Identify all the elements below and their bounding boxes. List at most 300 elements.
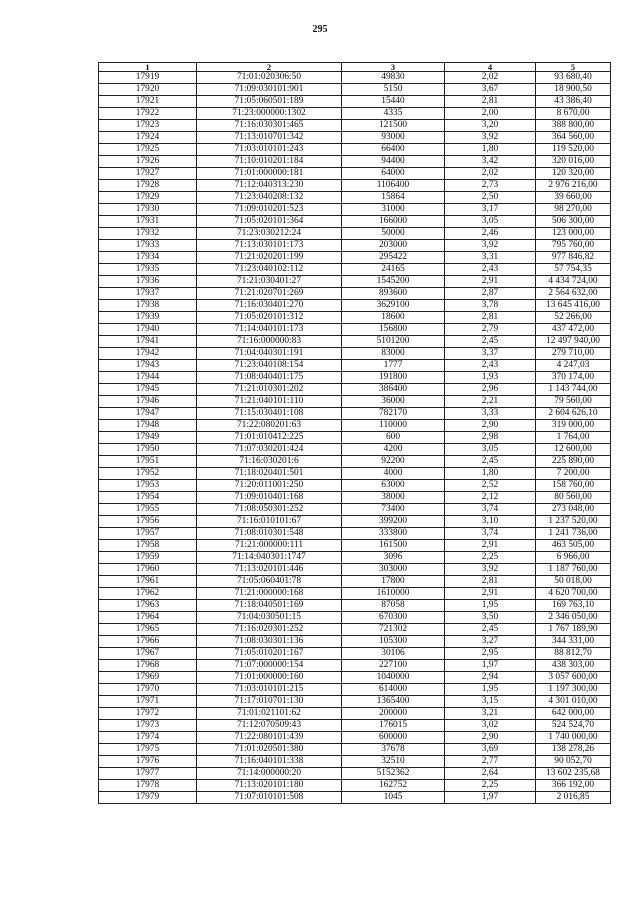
- value-cell: 1 764,00: [536, 432, 611, 444]
- row-number-cell: 17940: [99, 324, 197, 336]
- area-cell: 5152362: [342, 768, 445, 780]
- table-row: [99, 84, 611, 96]
- row-number-cell: 17930: [99, 204, 197, 216]
- table-row: [99, 684, 611, 696]
- cadastral-number-cell: 71:07:010101:508: [197, 792, 342, 804]
- value-cell: 1 237 520,00: [536, 516, 611, 528]
- cadastral-number-cell: 71:21:040101:110: [197, 396, 342, 408]
- area-cell: 1040000: [342, 672, 445, 684]
- table-body: [99, 72, 611, 804]
- value-cell: 2 564 632,00: [536, 288, 611, 300]
- value-cell: 2 346 050,00: [536, 612, 611, 624]
- value-cell: 463 505,00: [536, 540, 611, 552]
- cadastral-number-cell: 71:09:030101:901: [197, 84, 342, 96]
- value-cell: 2 016,85: [536, 792, 611, 804]
- area-cell: 73400: [342, 504, 445, 516]
- table-row: [99, 264, 611, 276]
- value-cell: 50 018,00: [536, 576, 611, 588]
- value-cell: 93 680,40: [536, 72, 611, 84]
- value-cell: 388 800,00: [536, 120, 611, 132]
- rate-cell: 1,93: [445, 372, 536, 384]
- cadastral-number-cell: 71:05:010201:167: [197, 648, 342, 660]
- row-number-cell: 17935: [99, 264, 197, 276]
- rate-cell: 3,67: [445, 84, 536, 96]
- area-cell: 1045: [342, 792, 445, 804]
- value-cell: 6 966,00: [536, 552, 611, 564]
- rate-cell: 2,25: [445, 552, 536, 564]
- table-row: [99, 108, 611, 120]
- row-number-cell: 17943: [99, 360, 197, 372]
- area-cell: 670300: [342, 612, 445, 624]
- value-cell: 4 620 700,00: [536, 588, 611, 600]
- value-cell: 12 497 940,00: [536, 336, 611, 348]
- table-row: [99, 540, 611, 552]
- row-number-cell: 17959: [99, 552, 197, 564]
- rate-cell: 2,43: [445, 360, 536, 372]
- table-row: [99, 756, 611, 768]
- table-row: [99, 768, 611, 780]
- row-number-cell: 17951: [99, 456, 197, 468]
- cadastral-number-cell: 71:05:020101:364: [197, 216, 342, 228]
- rate-cell: 2,98: [445, 432, 536, 444]
- row-number-cell: 17965: [99, 624, 197, 636]
- rate-cell: 3,31: [445, 252, 536, 264]
- column-header-3: 3: [342, 63, 445, 72]
- rate-cell: 2,21: [445, 396, 536, 408]
- cadastral-number-cell: 71:21:000000:111: [197, 540, 342, 552]
- table-row: [99, 576, 611, 588]
- rate-cell: 3,21: [445, 708, 536, 720]
- rate-cell: 3,42: [445, 156, 536, 168]
- rate-cell: 2,45: [445, 624, 536, 636]
- row-number-cell: 17964: [99, 612, 197, 624]
- rate-cell: 3,15: [445, 696, 536, 708]
- value-cell: 120 320,00: [536, 168, 611, 180]
- value-cell: 169 763,10: [536, 600, 611, 612]
- row-number-cell: 17960: [99, 564, 197, 576]
- cadastral-number-cell: 71:05:060501:189: [197, 96, 342, 108]
- page-number: 295: [312, 24, 328, 35]
- area-cell: 1610000: [342, 588, 445, 600]
- value-cell: 1 740 000,00: [536, 732, 611, 744]
- cadastral-number-cell: 71:04:040301:191: [197, 348, 342, 360]
- table-row: [99, 408, 611, 420]
- value-cell: 138 278,26: [536, 744, 611, 756]
- table-row: [99, 720, 611, 732]
- table-row: [99, 696, 611, 708]
- rate-cell: 2,02: [445, 72, 536, 84]
- area-cell: 38000: [342, 492, 445, 504]
- row-number-cell: 17957: [99, 528, 197, 540]
- area-cell: 4000: [342, 468, 445, 480]
- cadastral-number-cell: 71:04:030501:15: [197, 612, 342, 624]
- rate-cell: 2,94: [445, 672, 536, 684]
- area-cell: 399200: [342, 516, 445, 528]
- area-cell: 191800: [342, 372, 445, 384]
- row-number-cell: 17941: [99, 336, 197, 348]
- area-cell: 176015: [342, 720, 445, 732]
- row-number-cell: 17925: [99, 144, 197, 156]
- value-cell: 18 900,50: [536, 84, 611, 96]
- area-cell: 49830: [342, 72, 445, 84]
- row-number-cell: 17975: [99, 744, 197, 756]
- cadastral-number-cell: 71:23:040102:112: [197, 264, 342, 276]
- area-cell: 333800: [342, 528, 445, 540]
- table-row: [99, 288, 611, 300]
- table-row: [99, 492, 611, 504]
- value-cell: 364 560,00: [536, 132, 611, 144]
- rate-cell: 3,17: [445, 204, 536, 216]
- table-row: [99, 120, 611, 132]
- row-number-cell: 17949: [99, 432, 197, 444]
- row-number-cell: 17977: [99, 768, 197, 780]
- cadastral-number-cell: 71:08:010301:548: [197, 528, 342, 540]
- row-number-cell: 17938: [99, 300, 197, 312]
- area-cell: 110000: [342, 420, 445, 432]
- cadastral-number-cell: 71:03:010101:243: [197, 144, 342, 156]
- rate-cell: 1,97: [445, 792, 536, 804]
- cadastral-number-cell: 71:16:030201:6: [197, 456, 342, 468]
- rate-cell: 1,97: [445, 660, 536, 672]
- cadastral-number-cell: 71:03:010101:215: [197, 684, 342, 696]
- area-cell: 105300: [342, 636, 445, 648]
- table-row: [99, 588, 611, 600]
- table-row: [99, 432, 611, 444]
- area-cell: 15864: [342, 192, 445, 204]
- rate-cell: 1,95: [445, 600, 536, 612]
- row-number-cell: 17948: [99, 420, 197, 432]
- table-row: [99, 468, 611, 480]
- value-cell: 795 760,00: [536, 240, 611, 252]
- cadastral-number-cell: 71:08:030301:136: [197, 636, 342, 648]
- table-row: [99, 204, 611, 216]
- cadastral-number-cell: 71:23:040108:154: [197, 360, 342, 372]
- value-cell: 4 434 724,00: [536, 276, 611, 288]
- cadastral-number-cell: 71:08:050301:252: [197, 504, 342, 516]
- value-cell: 98 270,00: [536, 204, 611, 216]
- rate-cell: 3,92: [445, 240, 536, 252]
- rate-cell: 2,90: [445, 420, 536, 432]
- rate-cell: 3,50: [445, 612, 536, 624]
- row-number-cell: 17974: [99, 732, 197, 744]
- area-cell: 893600: [342, 288, 445, 300]
- rate-cell: 2,81: [445, 576, 536, 588]
- table-row: [99, 708, 611, 720]
- value-cell: 119 520,00: [536, 144, 611, 156]
- cadastral-number-cell: 71:14:000000:20: [197, 768, 342, 780]
- rate-cell: 3,20: [445, 120, 536, 132]
- rate-cell: 3,37: [445, 348, 536, 360]
- area-cell: 295422: [342, 252, 445, 264]
- area-cell: 161500: [342, 540, 445, 552]
- area-cell: 18600: [342, 312, 445, 324]
- table-row: [99, 396, 611, 408]
- rate-cell: 2,52: [445, 480, 536, 492]
- table-row: [99, 780, 611, 792]
- value-cell: 319 000,00: [536, 420, 611, 432]
- table-row: [99, 480, 611, 492]
- cadastral-number-cell: 71:10:010201:184: [197, 156, 342, 168]
- rate-cell: 2,91: [445, 540, 536, 552]
- cadastral-number-cell: 71:09:010201:523: [197, 204, 342, 216]
- table-row: [99, 516, 611, 528]
- area-cell: 66400: [342, 144, 445, 156]
- area-cell: 162752: [342, 780, 445, 792]
- value-cell: 79 560,00: [536, 396, 611, 408]
- area-cell: 227100: [342, 660, 445, 672]
- table-row: [99, 420, 611, 432]
- area-cell: 64000: [342, 168, 445, 180]
- value-cell: 642 000,00: [536, 708, 611, 720]
- row-number-cell: 17961: [99, 576, 197, 588]
- area-cell: 5150: [342, 84, 445, 96]
- value-cell: 1 187 760,00: [536, 564, 611, 576]
- area-cell: 303000: [342, 564, 445, 576]
- table-row: [99, 612, 611, 624]
- rate-cell: 3,33: [445, 408, 536, 420]
- row-number-cell: 17926: [99, 156, 197, 168]
- rate-cell: 3,92: [445, 564, 536, 576]
- cadastral-number-cell: 71:01:020501:380: [197, 744, 342, 756]
- table-row: [99, 216, 611, 228]
- area-cell: 15440: [342, 96, 445, 108]
- row-number-cell: 17923: [99, 120, 197, 132]
- table-row: [99, 252, 611, 264]
- value-cell: 438 303,00: [536, 660, 611, 672]
- cadastral-number-cell: 71:13:020101:446: [197, 564, 342, 576]
- row-number-cell: 17970: [99, 684, 197, 696]
- table-row: [99, 276, 611, 288]
- area-cell: 63000: [342, 480, 445, 492]
- rate-cell: 2,91: [445, 276, 536, 288]
- rate-cell: 2,81: [445, 312, 536, 324]
- row-number-cell: 17945: [99, 384, 197, 396]
- cadastral-number-cell: 71:16:010101:67: [197, 516, 342, 528]
- table-row: [99, 144, 611, 156]
- row-number-cell: 17937: [99, 288, 197, 300]
- row-number-cell: 17950: [99, 444, 197, 456]
- area-cell: 83000: [342, 348, 445, 360]
- value-cell: 52 266,00: [536, 312, 611, 324]
- area-cell: 721302: [342, 624, 445, 636]
- row-number-cell: 17979: [99, 792, 197, 804]
- value-cell: 158 760,00: [536, 480, 611, 492]
- rate-cell: 2,79: [445, 324, 536, 336]
- value-cell: 370 174,00: [536, 372, 611, 384]
- rate-cell: 2,45: [445, 456, 536, 468]
- row-number-cell: 17978: [99, 780, 197, 792]
- table-row: [99, 732, 611, 744]
- table-row: [99, 624, 611, 636]
- cadastral-number-cell: 71:22:080201:63: [197, 420, 342, 432]
- area-cell: 600000: [342, 732, 445, 744]
- area-cell: 17800: [342, 576, 445, 588]
- area-cell: 782170: [342, 408, 445, 420]
- cadastral-number-cell: 71:07:000000:154: [197, 660, 342, 672]
- table-row: [99, 456, 611, 468]
- value-cell: 57 754,35: [536, 264, 611, 276]
- area-cell: 166000: [342, 216, 445, 228]
- table-row: [99, 552, 611, 564]
- area-cell: 1545200: [342, 276, 445, 288]
- rate-cell: 2,96: [445, 384, 536, 396]
- cadastral-number-cell: 71:16:030401:270: [197, 300, 342, 312]
- cadastral-number-cell: 71:21:030401:27: [197, 276, 342, 288]
- area-cell: 1106400: [342, 180, 445, 192]
- cadastral-number-cell: 71:01:000000:181: [197, 168, 342, 180]
- cadastral-number-cell: 71:16:020301:252: [197, 624, 342, 636]
- value-cell: 1 241 736,00: [536, 528, 611, 540]
- row-number-cell: 17973: [99, 720, 197, 732]
- row-number-cell: 17942: [99, 348, 197, 360]
- area-cell: 36000: [342, 396, 445, 408]
- cadastral-number-cell: 71:21:010301:202: [197, 384, 342, 396]
- rate-cell: 3,92: [445, 132, 536, 144]
- row-number-cell: 17963: [99, 600, 197, 612]
- cadastral-number-cell: 71:14:040301:1747: [197, 552, 342, 564]
- table-row: [99, 312, 611, 324]
- table-row: [99, 348, 611, 360]
- area-cell: 93000: [342, 132, 445, 144]
- area-cell: 600: [342, 432, 445, 444]
- table-row: [99, 792, 611, 804]
- area-cell: 92200: [342, 456, 445, 468]
- area-cell: 1365400: [342, 696, 445, 708]
- row-number-cell: 17969: [99, 672, 197, 684]
- row-number-cell: 17956: [99, 516, 197, 528]
- rate-cell: 2,00: [445, 108, 536, 120]
- value-cell: 2 976 216,00: [536, 180, 611, 192]
- row-number-cell: 17922: [99, 108, 197, 120]
- rate-cell: 3,27: [445, 636, 536, 648]
- value-cell: 88 812,70: [536, 648, 611, 660]
- value-cell: 12 600,00: [536, 444, 611, 456]
- row-number-cell: 17934: [99, 252, 197, 264]
- data-table: [98, 62, 611, 804]
- table-row: [99, 636, 611, 648]
- value-cell: 80 560,00: [536, 492, 611, 504]
- rate-cell: 3,69: [445, 744, 536, 756]
- table-row: [99, 360, 611, 372]
- row-number-cell: 17936: [99, 276, 197, 288]
- cadastral-number-cell: 71:14:040101:173: [197, 324, 342, 336]
- table-row: [99, 168, 611, 180]
- table-row: [99, 300, 611, 312]
- value-cell: 524 524,70: [536, 720, 611, 732]
- rate-cell: 2,95: [445, 648, 536, 660]
- value-cell: 7 200,00: [536, 468, 611, 480]
- cadastral-number-cell: 71:13:010701:342: [197, 132, 342, 144]
- cadastral-number-cell: 71:05:020101:312: [197, 312, 342, 324]
- area-cell: 5101200: [342, 336, 445, 348]
- value-cell: 123 000,00: [536, 228, 611, 240]
- value-cell: 279 710,00: [536, 348, 611, 360]
- value-cell: 3 057 600,00: [536, 672, 611, 684]
- cadastral-number-cell: 71:22:080101:439: [197, 732, 342, 744]
- area-cell: 94400: [342, 156, 445, 168]
- rate-cell: 2,46: [445, 228, 536, 240]
- rate-cell: 2,12: [445, 492, 536, 504]
- cadastral-number-cell: 71:15:030401:108: [197, 408, 342, 420]
- value-cell: 1 767 189,90: [536, 624, 611, 636]
- row-number-cell: 17952: [99, 468, 197, 480]
- table-row: [99, 372, 611, 384]
- table-row: [99, 336, 611, 348]
- row-number-cell: 17921: [99, 96, 197, 108]
- row-number-cell: 17933: [99, 240, 197, 252]
- cadastral-number-cell: 71:16:000000:83: [197, 336, 342, 348]
- cadastral-number-cell: 71:21:000000:168: [197, 588, 342, 600]
- cadastral-number-cell: 71:23:000000:1302: [197, 108, 342, 120]
- area-cell: 31000: [342, 204, 445, 216]
- rate-cell: 2,77: [445, 756, 536, 768]
- table-row: [99, 444, 611, 456]
- row-number-cell: 17939: [99, 312, 197, 324]
- rate-cell: 2,43: [445, 264, 536, 276]
- area-cell: 37678: [342, 744, 445, 756]
- rate-cell: 3,78: [445, 300, 536, 312]
- cadastral-number-cell: 71:21:020701:269: [197, 288, 342, 300]
- area-cell: 203000: [342, 240, 445, 252]
- value-cell: 506 300,00: [536, 216, 611, 228]
- cadastral-number-cell: 71:01:021101:62: [197, 708, 342, 720]
- table-header-row: [99, 63, 611, 72]
- cadastral-number-cell: 71:23:030212:24: [197, 228, 342, 240]
- area-cell: 32510: [342, 756, 445, 768]
- cadastral-number-cell: 71:12:070509:43: [197, 720, 342, 732]
- cadastral-number-cell: 71:12:040313:230: [197, 180, 342, 192]
- cadastral-number-cell: 71:08:040401:175: [197, 372, 342, 384]
- row-number-cell: 17962: [99, 588, 197, 600]
- rate-cell: 3,02: [445, 720, 536, 732]
- area-cell: 3629100: [342, 300, 445, 312]
- table-row: [99, 660, 611, 672]
- rate-cell: 1,95: [445, 684, 536, 696]
- value-cell: 977 846,82: [536, 252, 611, 264]
- row-number-cell: 17958: [99, 540, 197, 552]
- row-number-cell: 17947: [99, 408, 197, 420]
- value-cell: 4 247,03: [536, 360, 611, 372]
- table-row: [99, 96, 611, 108]
- row-number-cell: 17919: [99, 72, 197, 84]
- value-cell: 13 645 416,00: [536, 300, 611, 312]
- value-cell: 13 602 235,68: [536, 768, 611, 780]
- cadastral-number-cell: 71:01:020306:50: [197, 72, 342, 84]
- row-number-cell: 17976: [99, 756, 197, 768]
- column-header-5: 5: [536, 63, 611, 72]
- row-number-cell: 17955: [99, 504, 197, 516]
- area-cell: 24165: [342, 264, 445, 276]
- value-cell: 8 670,00: [536, 108, 611, 120]
- value-cell: 225 890,00: [536, 456, 611, 468]
- row-number-cell: 17972: [99, 708, 197, 720]
- rate-cell: 2,90: [445, 732, 536, 744]
- cadastral-number-cell: 71:18:040501:169: [197, 600, 342, 612]
- area-cell: 87058: [342, 600, 445, 612]
- row-number-cell: 17971: [99, 696, 197, 708]
- row-number-cell: 17968: [99, 660, 197, 672]
- rate-cell: 2,02: [445, 168, 536, 180]
- area-cell: 3096: [342, 552, 445, 564]
- rate-cell: 2,73: [445, 180, 536, 192]
- row-number-cell: 17944: [99, 372, 197, 384]
- area-cell: 156800: [342, 324, 445, 336]
- area-cell: 4335: [342, 108, 445, 120]
- value-cell: 1 143 744,00: [536, 384, 611, 396]
- value-cell: 2 604 626,10: [536, 408, 611, 420]
- cadastral-number-cell: 71:01:000000:160: [197, 672, 342, 684]
- cadastral-number-cell: 71:13:020101:180: [197, 780, 342, 792]
